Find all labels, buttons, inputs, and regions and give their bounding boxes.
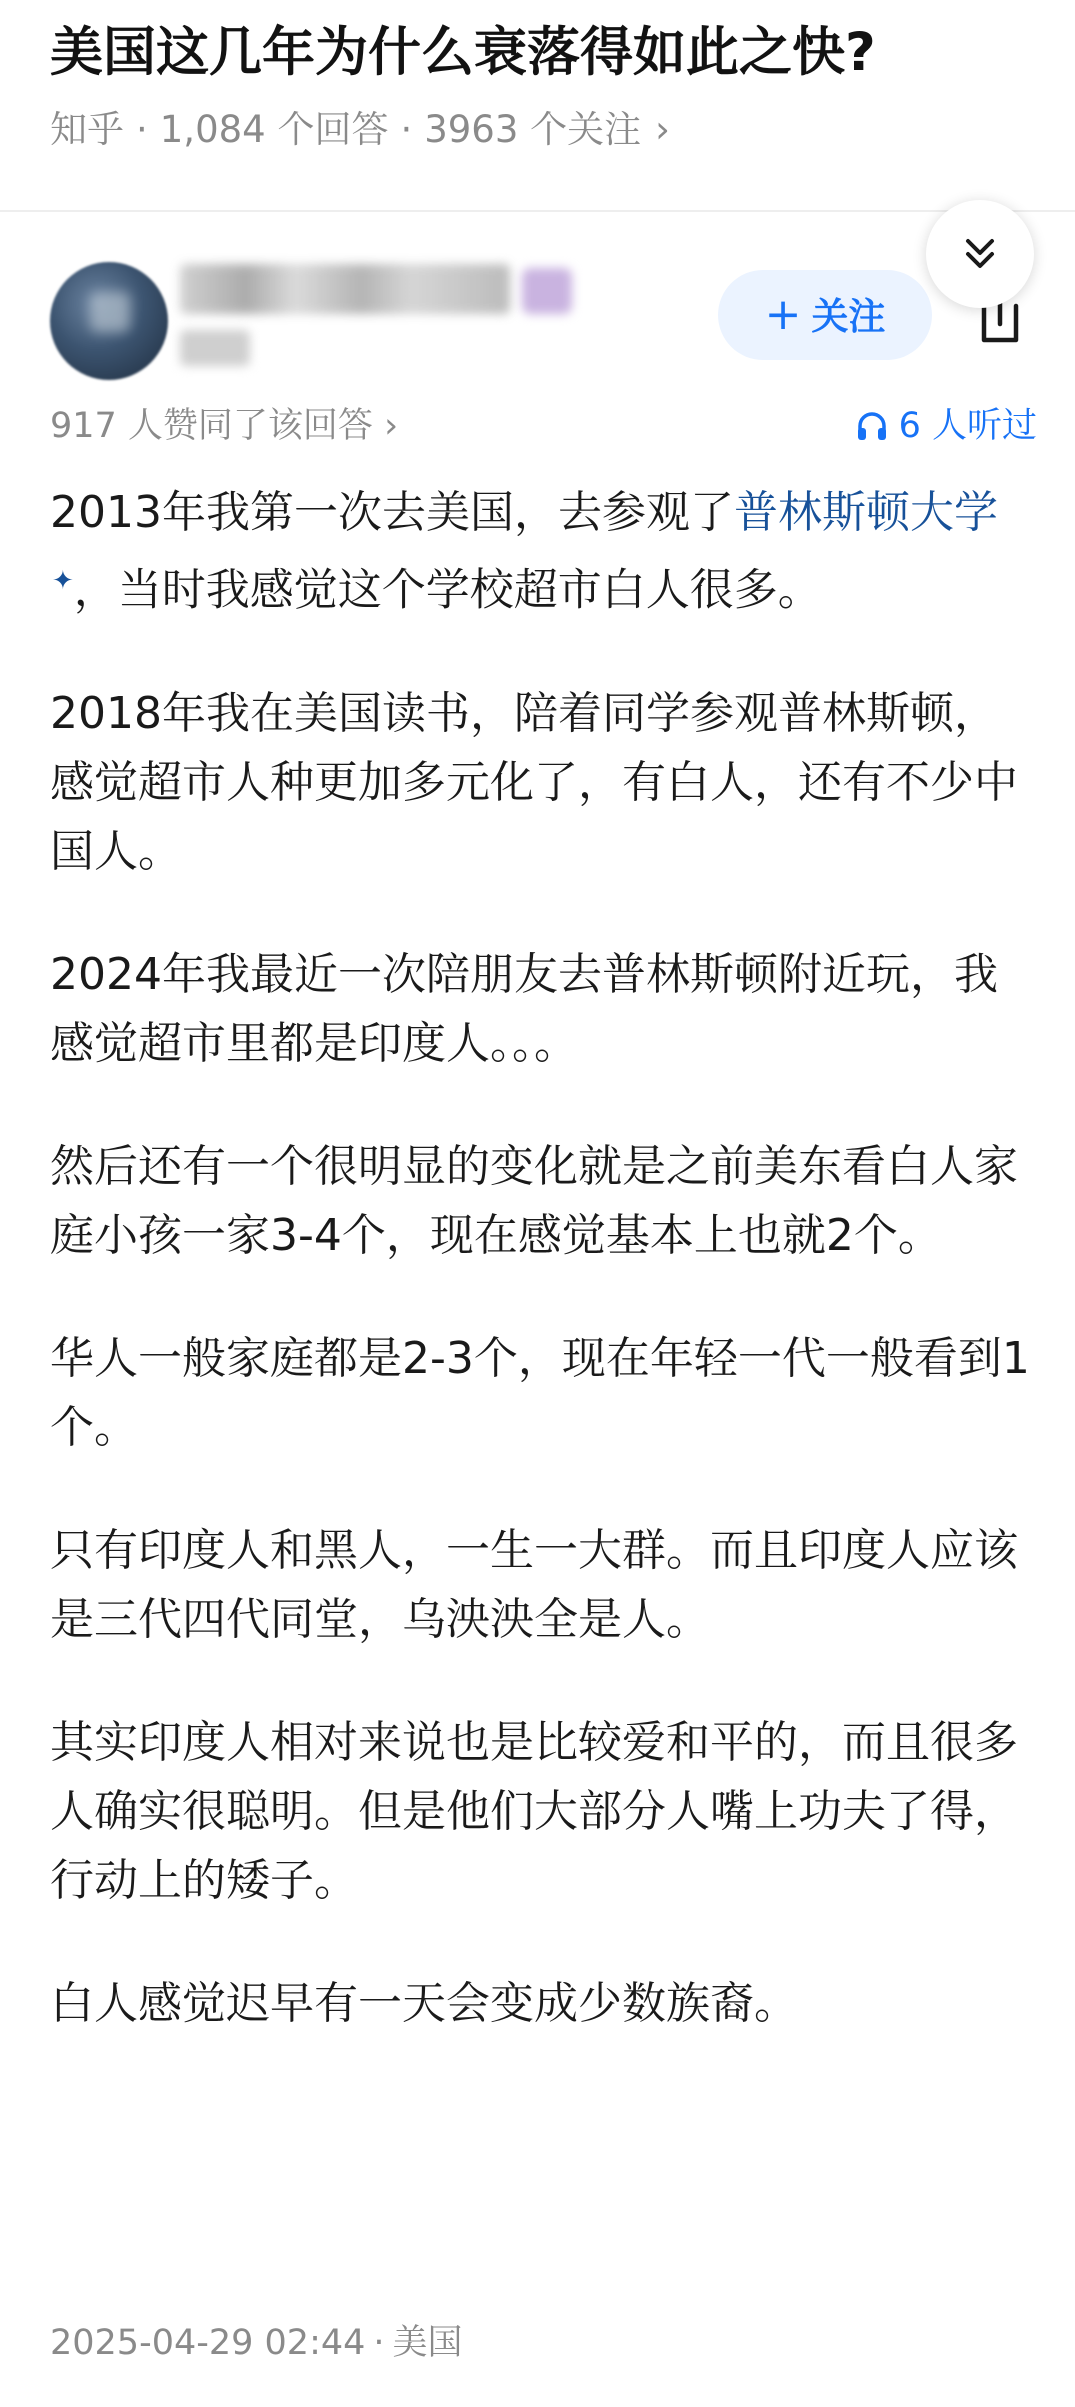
question-title[interactable]: 美国这几年为什么衰落得如此之快? [50,22,876,83]
source-label: 知乎 [50,108,124,151]
sparkle-icon: ✦ [52,566,74,596]
headphones-icon [855,409,889,443]
vote-count[interactable] [50,398,398,454]
follow-button[interactable] [718,270,932,360]
answer-paragraph: 只有印度人和黑人，一生一大群。而且印度人应该是三代四代同堂，乌泱泱全是人。 [50,1524,1018,1645]
separator: · [400,108,413,151]
blurred-author-badge [522,268,572,314]
answer-paragraph: 白人感觉迟早有一天会变成少数族裔。 [50,1977,798,2029]
answer-paragraph: 2024年我最近一次陪朋友去普林斯顿附近玩，我感觉超市里都是印度人。。。 [50,948,998,1069]
author-bar [0,212,1075,382]
chevron-right-icon: › [655,108,670,151]
answer-count: 1,084 个回答 [159,108,389,151]
listen-count-label: 6 人听过 [898,406,1037,446]
question-meta[interactable] [50,104,670,156]
link-text: 普林斯顿大学 [733,487,998,538]
answer-content [50,478,1035,2092]
collapse-button[interactable] [926,200,1034,308]
follow-label: 关注 [811,295,886,338]
blurred-author-subtitle [180,330,250,366]
answer-paragraph: 然后还有一个很明显的变化就是之前美东看白人家庭小孩一家3-4个，现在感觉基本上也就2个。 [50,1140,1018,1261]
separator: · [373,2323,385,2363]
follower-count: 3963 个关注 [424,108,642,151]
chevron-double-down-icon [958,232,1002,276]
answer-paragraph [50,478,1035,625]
post-datetime: 2025-04-29 02:44 [50,2323,366,2363]
separator: · [136,108,148,151]
answer-paragraph: 华人一般家庭都是2-3个，现在年轻一代一般看到1个。 [50,1332,1030,1453]
avatar[interactable] [50,262,168,380]
answer-paragraph: 2018年我在美国读书，陪着同学参观普林斯顿，感觉超市人种更加多元化了，有白人，还有不少中国人。 [50,687,1018,877]
blurred-author-name [180,264,510,314]
paragraph-text: 2013年我第一次去美国，去参观了 [50,487,734,538]
chevron-right-icon: › [384,406,399,446]
answer-paragraph: 其实印度人相对来说也是比较爱和平的，而且很多人确实很聪明。但是他们大部分人嘴上功夫了得，行动上的矮子。 [50,1716,1018,1906]
vote-count-label: 917 人赞同了该回答 [50,406,373,446]
listen-count[interactable] [855,398,1037,454]
question-header [0,0,1075,212]
plus-icon: + [764,289,802,340]
answer-footer [50,2318,463,2368]
answer-stats [0,398,1075,458]
post-location: 美国 [392,2323,463,2363]
paragraph-text: ，当时我感觉这个学校超市白人很多。 [73,564,822,616]
